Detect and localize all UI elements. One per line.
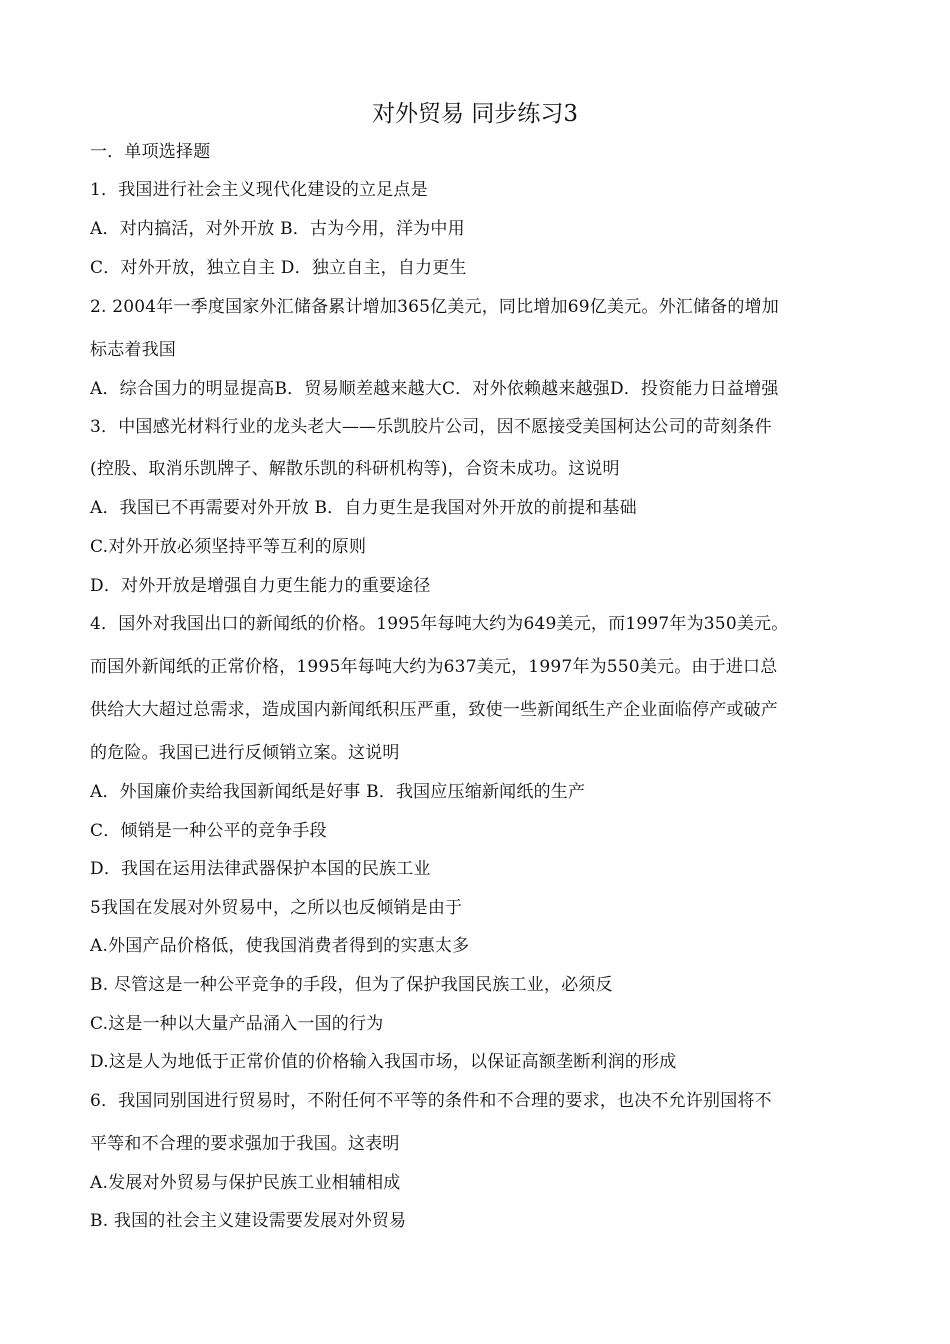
question-4-line-3: 供给大大超过总需求，造成国内新闻纸积压严重，致使一些新闻纸生产企业面临停产或破产 (90, 700, 778, 720)
question-1: 1．我国进行社会主义现代化建设的立足点是 (90, 180, 428, 200)
question-3-line-2: (控股、取消乐凯牌子、解散乐凯的科研机构等)，合资未成功。这说明 (90, 459, 620, 479)
question-5: 5我国在发展对外贸易中，之所以也反倾销是由于 (90, 898, 463, 918)
question-2-line-2: 标志着我国 (90, 340, 176, 360)
section-heading: 一．单项选择题 (90, 142, 211, 162)
question-6-line-2: 平等和不合理的要求强加于我国。这表明 (90, 1134, 400, 1154)
question-3-option-d: D．对外开放是增强自力更生能力的重要途径 (90, 576, 431, 596)
document-title: 对外贸易 同步练习3 (372, 101, 578, 127)
question-1-options-ab: A．对内搞活，对外开放 B．古为今用，洋为中用 (90, 219, 465, 239)
question-5-option-b: B. 尽管这是一种公平竞争的手段，但为了保护我国民族工业，必须反 (90, 975, 613, 995)
question-6-option-a: A.发展对外贸易与保护民族工业相辅相成 (90, 1173, 401, 1193)
question-3-options-ab: A．我国已不再需要对外开放 B．自力更生是我国对外开放的前提和基础 (90, 498, 637, 518)
question-4-line-2: 而国外新闻纸的正常价格，1995年每吨大约为637美元，1997年为550美元。由于进口总 (90, 657, 778, 677)
question-4-option-d: D．我国在运用法律武器保护本国的民族工业 (90, 859, 431, 879)
question-2-line-1: 2. 2004年一季度国家外汇储备累计增加365亿美元，同比增加69亿美元。外汇储备的增加 (90, 297, 779, 317)
question-4-options-ab: A．外国廉价卖给我国新闻纸是好事 B．我国应压缩新闻纸的生产 (90, 782, 586, 802)
question-2-options: A．综合国力的明显提高B．贸易顺差越来越大C．对外依赖越来越强D．投资能力日益增强 (90, 379, 779, 399)
question-4-line-4: 的危险。我国已进行反倾销立案。这说明 (90, 743, 400, 763)
question-3-option-c: C.对外开放必须坚持平等互利的原则 (90, 537, 367, 557)
question-5-option-d: D.这是人为地低于正常价值的价格输入我国市场，以保证高额垄断利润的形成 (90, 1052, 677, 1072)
question-3-line-1: 3．中国感光材料行业的龙头老大——乐凯胶片公司，因不愿接受美国柯达公司的苛刻条件 (90, 417, 772, 437)
question-6-option-b: B. 我国的社会主义建设需要发展对外贸易 (90, 1211, 407, 1231)
question-6-line-1: 6．我国同别国进行贸易时，不附任何不平等的条件和不合理的要求，也决不允许别国将不 (90, 1091, 772, 1111)
question-4-line-1: 4．国外对我国出口的新闻纸的价格。1995年每吨大约为649美元，而1997年为350美元。 (90, 614, 789, 634)
question-5-option-c: C.这是一种以大量产品涌入一国的行为 (90, 1014, 384, 1034)
question-4-option-c: C．倾销是一种公平的竞争手段 (90, 821, 327, 841)
question-1-options-cd: C．对外开放，独立自主 D．独立自主，自力更生 (90, 258, 467, 278)
question-5-option-a: A.外国产品价格低，使我国消费者得到的实惠太多 (90, 936, 470, 956)
